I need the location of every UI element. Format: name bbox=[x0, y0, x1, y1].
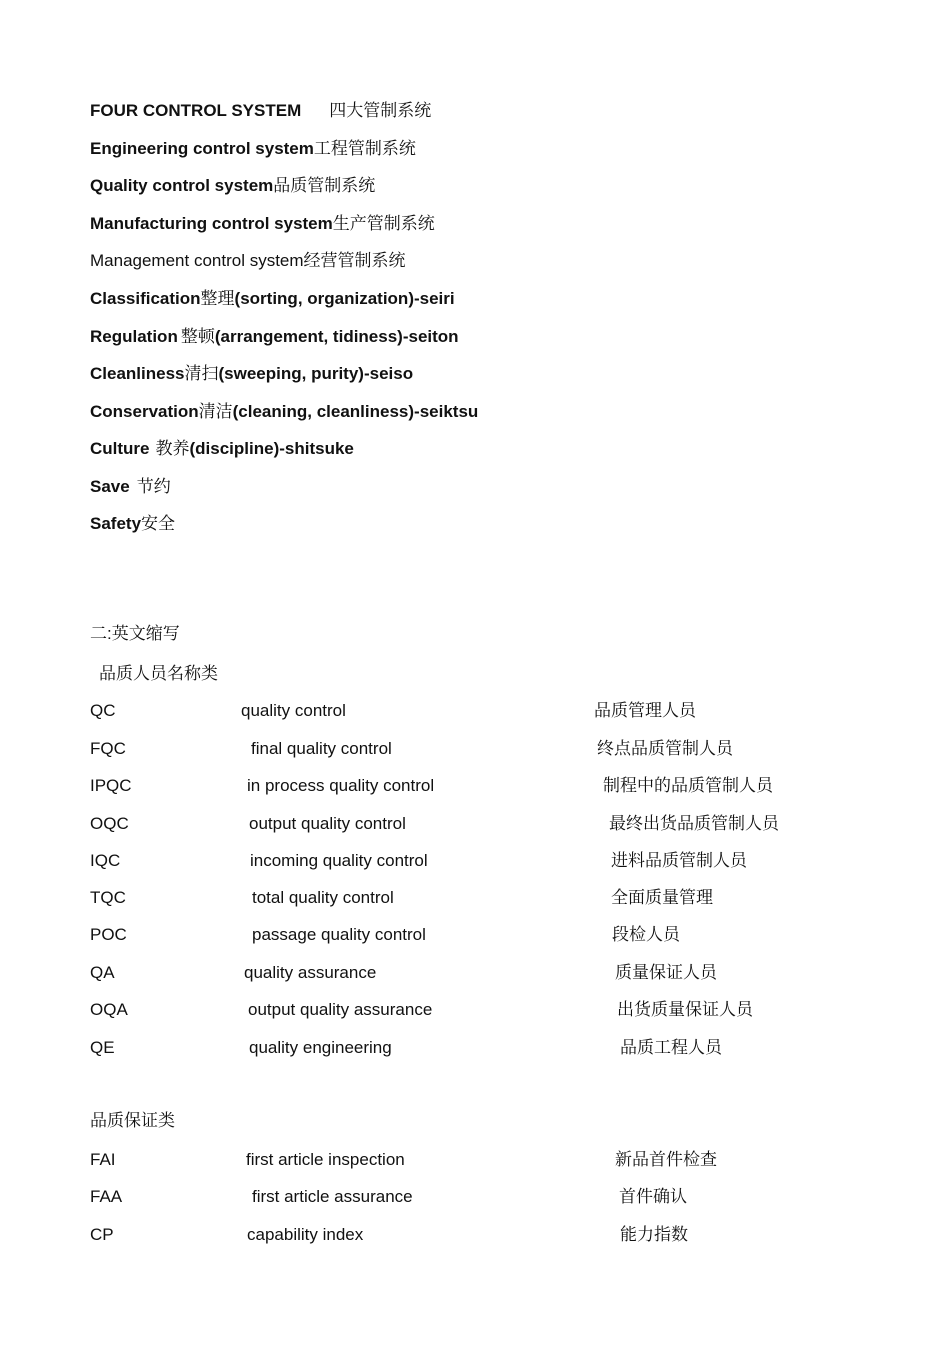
table-row-full: quality engineering bbox=[249, 1038, 392, 1057]
line-cn: 四大管制系统 bbox=[329, 101, 432, 120]
table-row-full: in process quality control bbox=[247, 776, 435, 795]
line-cn: 教养 bbox=[155, 439, 190, 458]
doc-line-culture bbox=[90, 438, 354, 460]
line-cn: 清扫 bbox=[184, 364, 219, 383]
line-en: Safety bbox=[90, 514, 142, 533]
doc-line-management-control bbox=[90, 250, 406, 272]
line-en: Save bbox=[90, 477, 130, 496]
table-row-abbr: QE bbox=[90, 1038, 115, 1057]
line-cn: 经营管制系统 bbox=[303, 251, 406, 270]
table-row-cn: 全面质量管理 bbox=[611, 888, 713, 907]
line-cn: 工程管制系统 bbox=[313, 139, 416, 158]
table-row-full: passage quality control bbox=[252, 925, 426, 944]
table-row-cn: 品质管理人员 bbox=[594, 701, 696, 720]
line-rest: (sorting, organization)-seiri bbox=[234, 289, 455, 308]
doc-line-conservation bbox=[90, 401, 478, 423]
table-row-cn: 最终出货品质管制人员 bbox=[609, 814, 779, 833]
line-cn: 节约 bbox=[136, 477, 171, 496]
doc-line-safety bbox=[90, 513, 175, 535]
line-en: Manufacturing control system bbox=[90, 214, 333, 233]
line-en: Regulation bbox=[90, 327, 178, 346]
line-en: Quality control system bbox=[90, 176, 274, 195]
doc-line-four-control-system bbox=[90, 100, 431, 122]
doc-line-manufacturing-control bbox=[90, 213, 435, 235]
table-row-full: quality control bbox=[241, 701, 346, 720]
table-row-cn: 首件确认 bbox=[619, 1187, 687, 1206]
line-en: Conservation bbox=[90, 402, 199, 421]
table-row-full: output quality assurance bbox=[248, 1000, 433, 1019]
table-row-cn: 新品首件检查 bbox=[615, 1150, 717, 1169]
table-row-abbr: QC bbox=[90, 701, 116, 720]
line-rest: (cleaning, cleanliness)-seiktsu bbox=[232, 402, 479, 421]
line-cn: 生产管制系统 bbox=[332, 214, 435, 233]
table-row-abbr: FQC bbox=[90, 739, 126, 758]
line-en: Culture bbox=[90, 439, 150, 458]
table-row-abbr: IQC bbox=[90, 851, 121, 870]
doc-line-cleanliness bbox=[90, 363, 413, 385]
table-row-full: quality assurance bbox=[244, 963, 377, 982]
line-en: Engineering control system bbox=[90, 139, 314, 158]
table-row-full: first article assurance bbox=[252, 1187, 413, 1206]
table-row-cn: 段检人员 bbox=[612, 925, 680, 944]
table-row-abbr: OQC bbox=[90, 814, 129, 833]
assurance-heading: 品质保证类 bbox=[90, 1111, 175, 1130]
line-cn: 整理 bbox=[200, 289, 235, 308]
table-row-full: final quality control bbox=[251, 739, 392, 758]
line-en: Management control system bbox=[90, 251, 304, 270]
personnel-heading: 品质人员名称类 bbox=[99, 664, 218, 683]
table-row-abbr: TQC bbox=[90, 888, 126, 907]
table-row-cn: 制程中的品质管制人员 bbox=[603, 776, 773, 795]
table-row-cn: 品质工程人员 bbox=[620, 1038, 722, 1057]
doc-line-save bbox=[90, 476, 171, 498]
table-row-full: capability index bbox=[247, 1225, 364, 1244]
table-row-cn: 进料品质管制人员 bbox=[611, 851, 747, 870]
table-row-abbr: QA bbox=[90, 963, 115, 982]
table-row-full: total quality control bbox=[252, 888, 394, 907]
table-row-abbr: POC bbox=[90, 925, 127, 944]
table-row-cn: 终点品质管制人员 bbox=[597, 739, 733, 758]
section-title-abbreviations: 二:英文缩写 bbox=[90, 624, 180, 643]
line-rest: (sweeping, purity)-seiso bbox=[218, 364, 414, 383]
table-row-abbr: CP bbox=[90, 1225, 114, 1244]
table-row-abbr: FAI bbox=[90, 1150, 116, 1169]
line-cn: 整顿 bbox=[180, 327, 215, 346]
line-en: Cleanliness bbox=[90, 364, 185, 383]
line-cn: 安全 bbox=[141, 514, 176, 533]
table-row-cn: 质量保证人员 bbox=[615, 963, 717, 982]
line-cn: 品质管制系统 bbox=[273, 176, 376, 195]
table-row-full: first article inspection bbox=[246, 1150, 405, 1169]
table-row-cn: 能力指数 bbox=[620, 1225, 688, 1244]
doc-line-quality-control bbox=[90, 175, 375, 197]
table-row-abbr: FAA bbox=[90, 1187, 123, 1206]
doc-line-regulation bbox=[90, 326, 459, 348]
table-row-abbr: OQA bbox=[90, 1000, 128, 1019]
line-en: FOUR CONTROL SYSTEM bbox=[90, 101, 302, 120]
table-row-cn: 出货质量保证人员 bbox=[617, 1000, 753, 1019]
table-row-abbr: IPQC bbox=[90, 776, 132, 795]
table-row-full: incoming quality control bbox=[250, 851, 428, 870]
table-row-full: output quality control bbox=[249, 814, 406, 833]
line-rest: (discipline)-shitsuke bbox=[189, 439, 354, 458]
line-cn: 清洁 bbox=[198, 402, 233, 421]
doc-line-engineering-control bbox=[90, 138, 416, 160]
line-rest: (arrangement, tidiness)-seiton bbox=[214, 327, 459, 346]
line-en: Classification bbox=[90, 289, 201, 308]
doc-line-classification bbox=[90, 288, 455, 310]
